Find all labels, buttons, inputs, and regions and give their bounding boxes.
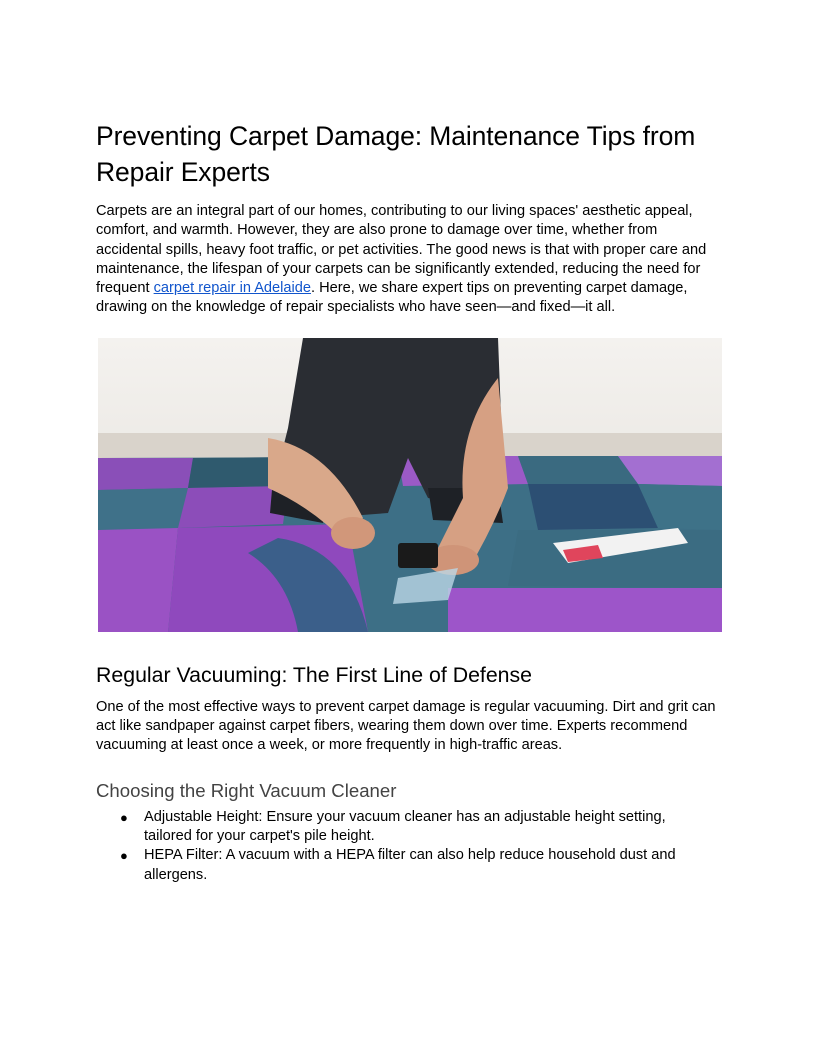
bullet-icon: ●: [120, 809, 128, 825]
intro-paragraph: [96, 202, 722, 318]
vacuum-tips-list: [96, 808, 722, 885]
carpet-repair-link[interactable]: carpet repair in Adelaide: [153, 280, 311, 297]
list-item-text: Adjustable Height: Ensure your vacuum cleaner has an adjustable height setting, tailored for your carpet's pile height.: [144, 808, 666, 844]
carpet-photo: [98, 338, 722, 632]
page-title: Preventing Carpet Damage: Maintenance Tips from Repair Experts: [96, 121, 696, 187]
list-item: [96, 846, 722, 885]
document-page: [96, 118, 722, 885]
bullet-icon: ●: [120, 848, 128, 864]
section-heading-vacuuming: Regular Vacuuming: The First Line of Defense: [96, 662, 533, 687]
subsection-heading-vacuum-cleaner: Choosing the Right Vacuum Cleaner: [96, 779, 397, 801]
list-item-text: HEPA Filter: A vacuum with a HEPA filter can also help reduce household dust and allergens.: [144, 847, 676, 883]
intro-text-end: . Here, we share expert tips on preventing carpet damage, drawing on the knowledge of repair specialists who have seen—and fixed—it all.: [96, 280, 688, 316]
vacuuming-paragraph: One of the most effective ways to prevent carpet damage is regular vacuuming. Dirt and grit can act like sandpaper against carpet fibers, wearing them down over time. Experts recommend vacuuming at least once a week, or more frequently in high-traffic areas.: [96, 698, 716, 754]
intro-text-start: Carpets are an integral part of our homes, contributing to our living spaces' aesthetic appeal, comfort, and warmth. However, they are also prone to damage over time, whether from accidental spills, heavy foot traffic, or pet activities. The good news is that with proper care and maintenance, the lifespan of your carpets can be significantly extended, reducing the need for frequent: [96, 203, 707, 297]
list-item: [96, 808, 722, 847]
carpet-photo-icon: [98, 338, 722, 632]
